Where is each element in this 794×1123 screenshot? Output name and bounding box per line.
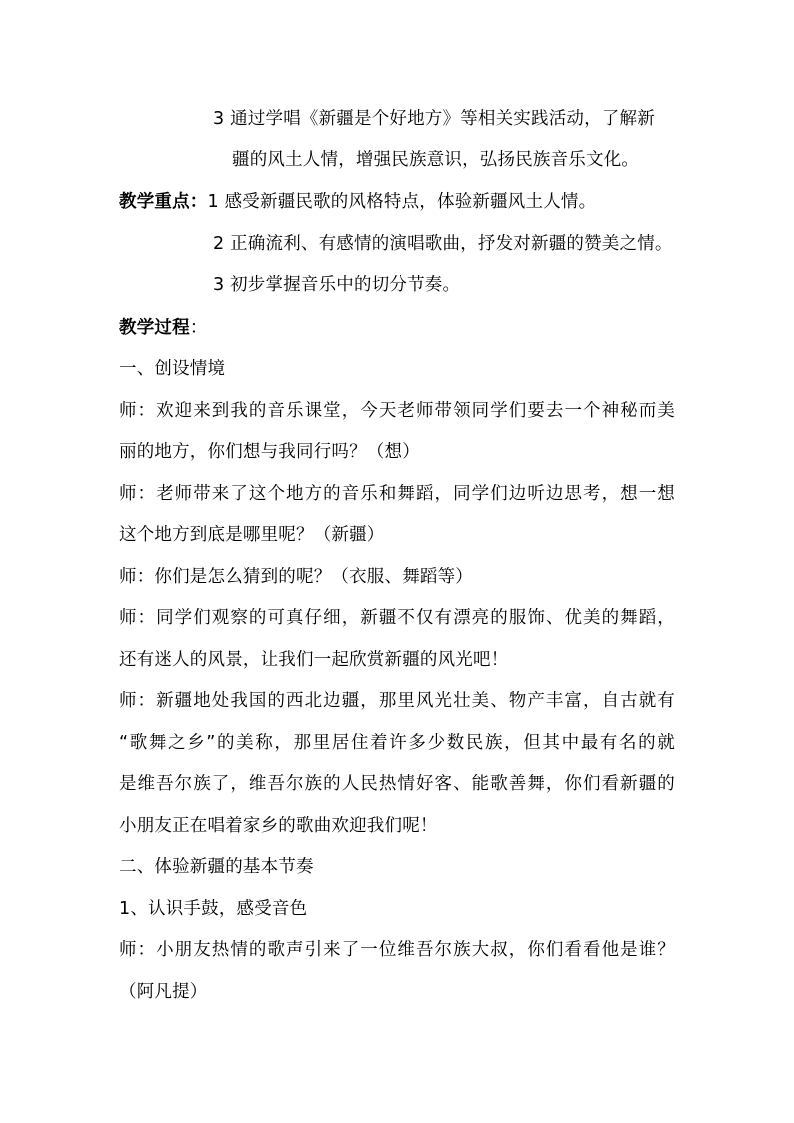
para-1-line-2: 丽的地方，你们想与我同行吗？（想） xyxy=(119,442,420,462)
goal-item-3-line-1: 3 通过学唱《新疆是个好地方》等相关实践活动，了解新 xyxy=(213,109,655,129)
para-6-line-2: （阿凡提） xyxy=(119,982,208,1002)
process-heading xyxy=(119,316,208,340)
para-5-line-4: 小朋友正在唱着家乡的歌曲欢迎我们呢！ xyxy=(119,816,438,836)
key-points-label: 教学重点： xyxy=(119,192,208,212)
para-6-line-1: 师：小朋友热情的歌声引来了一位维吾尔族大叔，你们看看他是谁？ xyxy=(119,940,675,960)
para-2-line-1: 师：老师带来了这个地方的音乐和舞蹈，同学们边听边思考，想一想 xyxy=(119,484,675,504)
para-5-line-2: “歌舞之乡”的美称，那里居住着许多少数民族，但其中最有名的就 xyxy=(119,733,675,753)
key-points-row-1 xyxy=(119,190,596,214)
key-point-item-1: 1 感受新疆民歌的风格特点，体验新疆风土人情。 xyxy=(207,192,597,212)
process-label-suffix: ： xyxy=(189,318,208,338)
key-point-item-2: 2 正确流利、有感情的演唱歌曲，抒发对新疆的赞美之情。 xyxy=(213,234,673,254)
para-4-line-1: 师：同学们观察的可真仔细，新疆不仅有漂亮的服饰、优美的舞蹈， xyxy=(119,608,675,628)
para-1-line-1: 师：欢迎来到我的音乐课堂，今天老师带领同学们要去一个神秘而美 xyxy=(119,401,675,421)
para-3-line-1: 师：你们是怎么猜到的呢？（衣服、舞蹈等） xyxy=(119,567,473,587)
section-2-title: 二、体验新疆的基本节奏 xyxy=(119,857,314,877)
para-5-line-3: 是维吾尔族了，维吾尔族的人民热情好客、能歌善舞，你们看新疆的 xyxy=(119,774,675,794)
para-4-line-2: 还有迷人的风景，让我们一起欣赏新疆的风光吧！ xyxy=(119,650,509,670)
key-point-item-3: 3 初步掌握音乐中的切分节奏。 xyxy=(213,275,461,295)
section-1-title: 一、创设情境 xyxy=(119,359,226,379)
para-5-line-1: 师：新疆地处我国的西北边疆，那里风光壮美、物产丰富，自古就有 xyxy=(119,691,675,711)
process-label: 教学过程 xyxy=(119,318,190,338)
subsection-1-title: 1、认识手鼓，感受音色 xyxy=(119,899,308,919)
goal-item-3-line-2: 疆的风土人情，增强民族意识，弘扬民族音乐文化。 xyxy=(232,150,640,170)
para-2-line-2: 这个地方到底是哪里呢？（新疆） xyxy=(119,525,385,545)
